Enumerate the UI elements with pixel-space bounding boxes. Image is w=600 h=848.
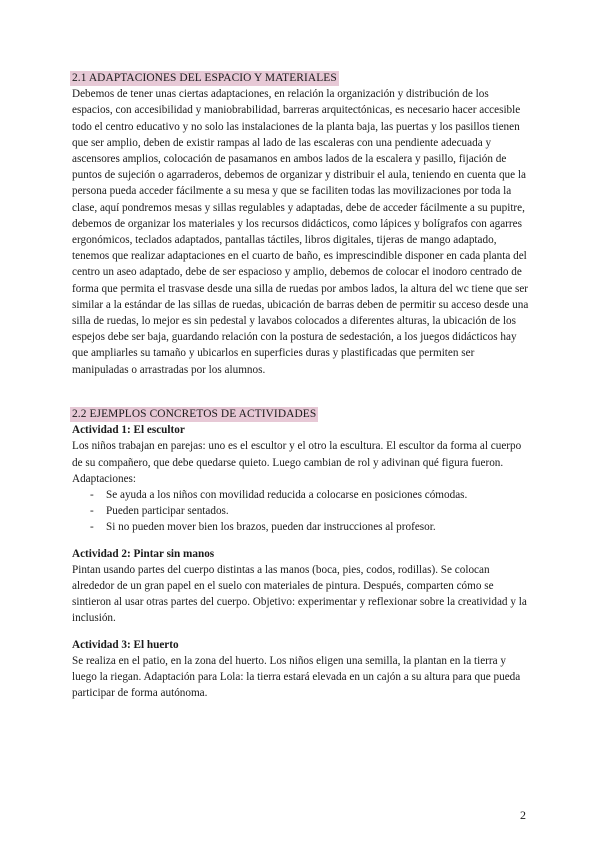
activity-title: Actividad 2: Pintar sin manos — [72, 547, 215, 560]
section-heading-ejemplos: 2.2 EJEMPLOS CONCRETOS DE ACTIVIDADES — [72, 408, 317, 420]
activity-title: Actividad 1: El escultor — [72, 424, 185, 437]
activity-2 — [72, 546, 532, 627]
list-item-text: Si no pueden mover bien los brazos, pueden dar instrucciones al profesor. — [106, 521, 436, 534]
section-adaptaciones — [72, 70, 532, 378]
list-item-text: Se ayuda a los niños con movilidad reducida a colocarse en posiciones cómodas. — [106, 489, 468, 502]
section-body-adaptaciones: Debemos de tener unas ciertas adaptaciones, en relación la organización y distribución de los espacios, con accesibilidad y maniobrabilidad, barreras arquitectónicas, es necesario hacer accesible todo el centro educativo y no solo las instalaciones de la planta baja, las puertas y los pasillos tienen que ser amplio, deben de existir rampas al lado de las escaleras con una pendiente adecuada y ascensores amplios, colocación de pasamanos en ambos lados de la escalera y pasillo, fijación de puntos de sujeción o agarraderos, debemos de organizar y distribuir el aula, teniendo en cuenta que la persona pueda acceder fácilmente a su mesa y que se faciliten todas las movilizaciones por toda la clase, aquí pondremos mesas y sillas regulables y adaptadas, debe de acceder fácilmente a su pupitre, debemos de organizar los materiales y los recursos didácticos, como lápices y bolígrafos con agarres ergonómicos, teclados adaptados, pantallas táctiles, libros digitales, tijeras de mango adaptado, tenemos que realizar adaptaciones en el cuarto de baño, es imprescindible disponer en cada planta del centro un aseo adaptado, debe de ser espacioso y amplio, debemos de colocar el inodoro centrado de forma que permita el trasvase desde una silla de ruedas por ambos lados, la altura del wc tiene que ser similar a la estándar de las sillas de ruedas, ubicación de barras deben de permitir su acceso desde una silla de ruedas, lo mejor es sin pedestal y lavabos colocados a diferentes alturas, la ubicación de los espejos debe ser baja, guardando relación con la postura de sedestación, a los juegos didácticos hay que ampliarles su tamaño y ubicarlos en superficies duras y plastificadas que permiten ser manipuladas o arrastradas por los alumnos. — [72, 88, 529, 376]
page-number: 2 — [520, 808, 526, 822]
section-heading-adaptaciones: 2.1 ADAPTACIONES DEL ESPACIO Y MATERIALES — [72, 72, 337, 84]
list-item — [90, 519, 532, 535]
adaptations-list — [72, 487, 532, 536]
bullet-dash: - — [90, 505, 94, 518]
section-ejemplos — [72, 406, 532, 701]
list-item — [90, 503, 532, 519]
activity-body: Se realiza en el patio, en la zona del huerto. Los niños eligen una semilla, la plantan en la tierra y luego la riegan. Adaptación para Lola: la tierra estará elevada en un cajón a su altura para que pueda participar de forma autónoma. — [72, 654, 521, 700]
bullet-dash: - — [90, 489, 94, 502]
activity-body: Pintan usando partes del cuerpo distintas a las manos (boca, pies, codos, rodillas). Se colocan alrededor de un gran papel en el suelo con materiales de pintura. Después, comparten cómo se sintieron al usar otras partes del cuerpo. Objetivo: experimentar y reflexionar sobre la creatividad y la inclusión. — [72, 563, 527, 625]
activity-1 — [72, 422, 532, 535]
activity-title: Actividad 3: El huerto — [72, 638, 179, 651]
activity-3 — [72, 637, 532, 702]
bullet-dash: - — [90, 521, 94, 534]
activity-body: Los niños trabajan en parejas: uno es el escultor y el otro la escultura. El escultor da forma al cuerpo de su compañero, que debe quedarse quieto. Luego cambian de rol y adivinan qué figura fueron. Adaptaciones: — [72, 440, 522, 485]
list-item-text: Pueden participar sentados. — [106, 505, 229, 518]
list-item — [90, 487, 532, 503]
